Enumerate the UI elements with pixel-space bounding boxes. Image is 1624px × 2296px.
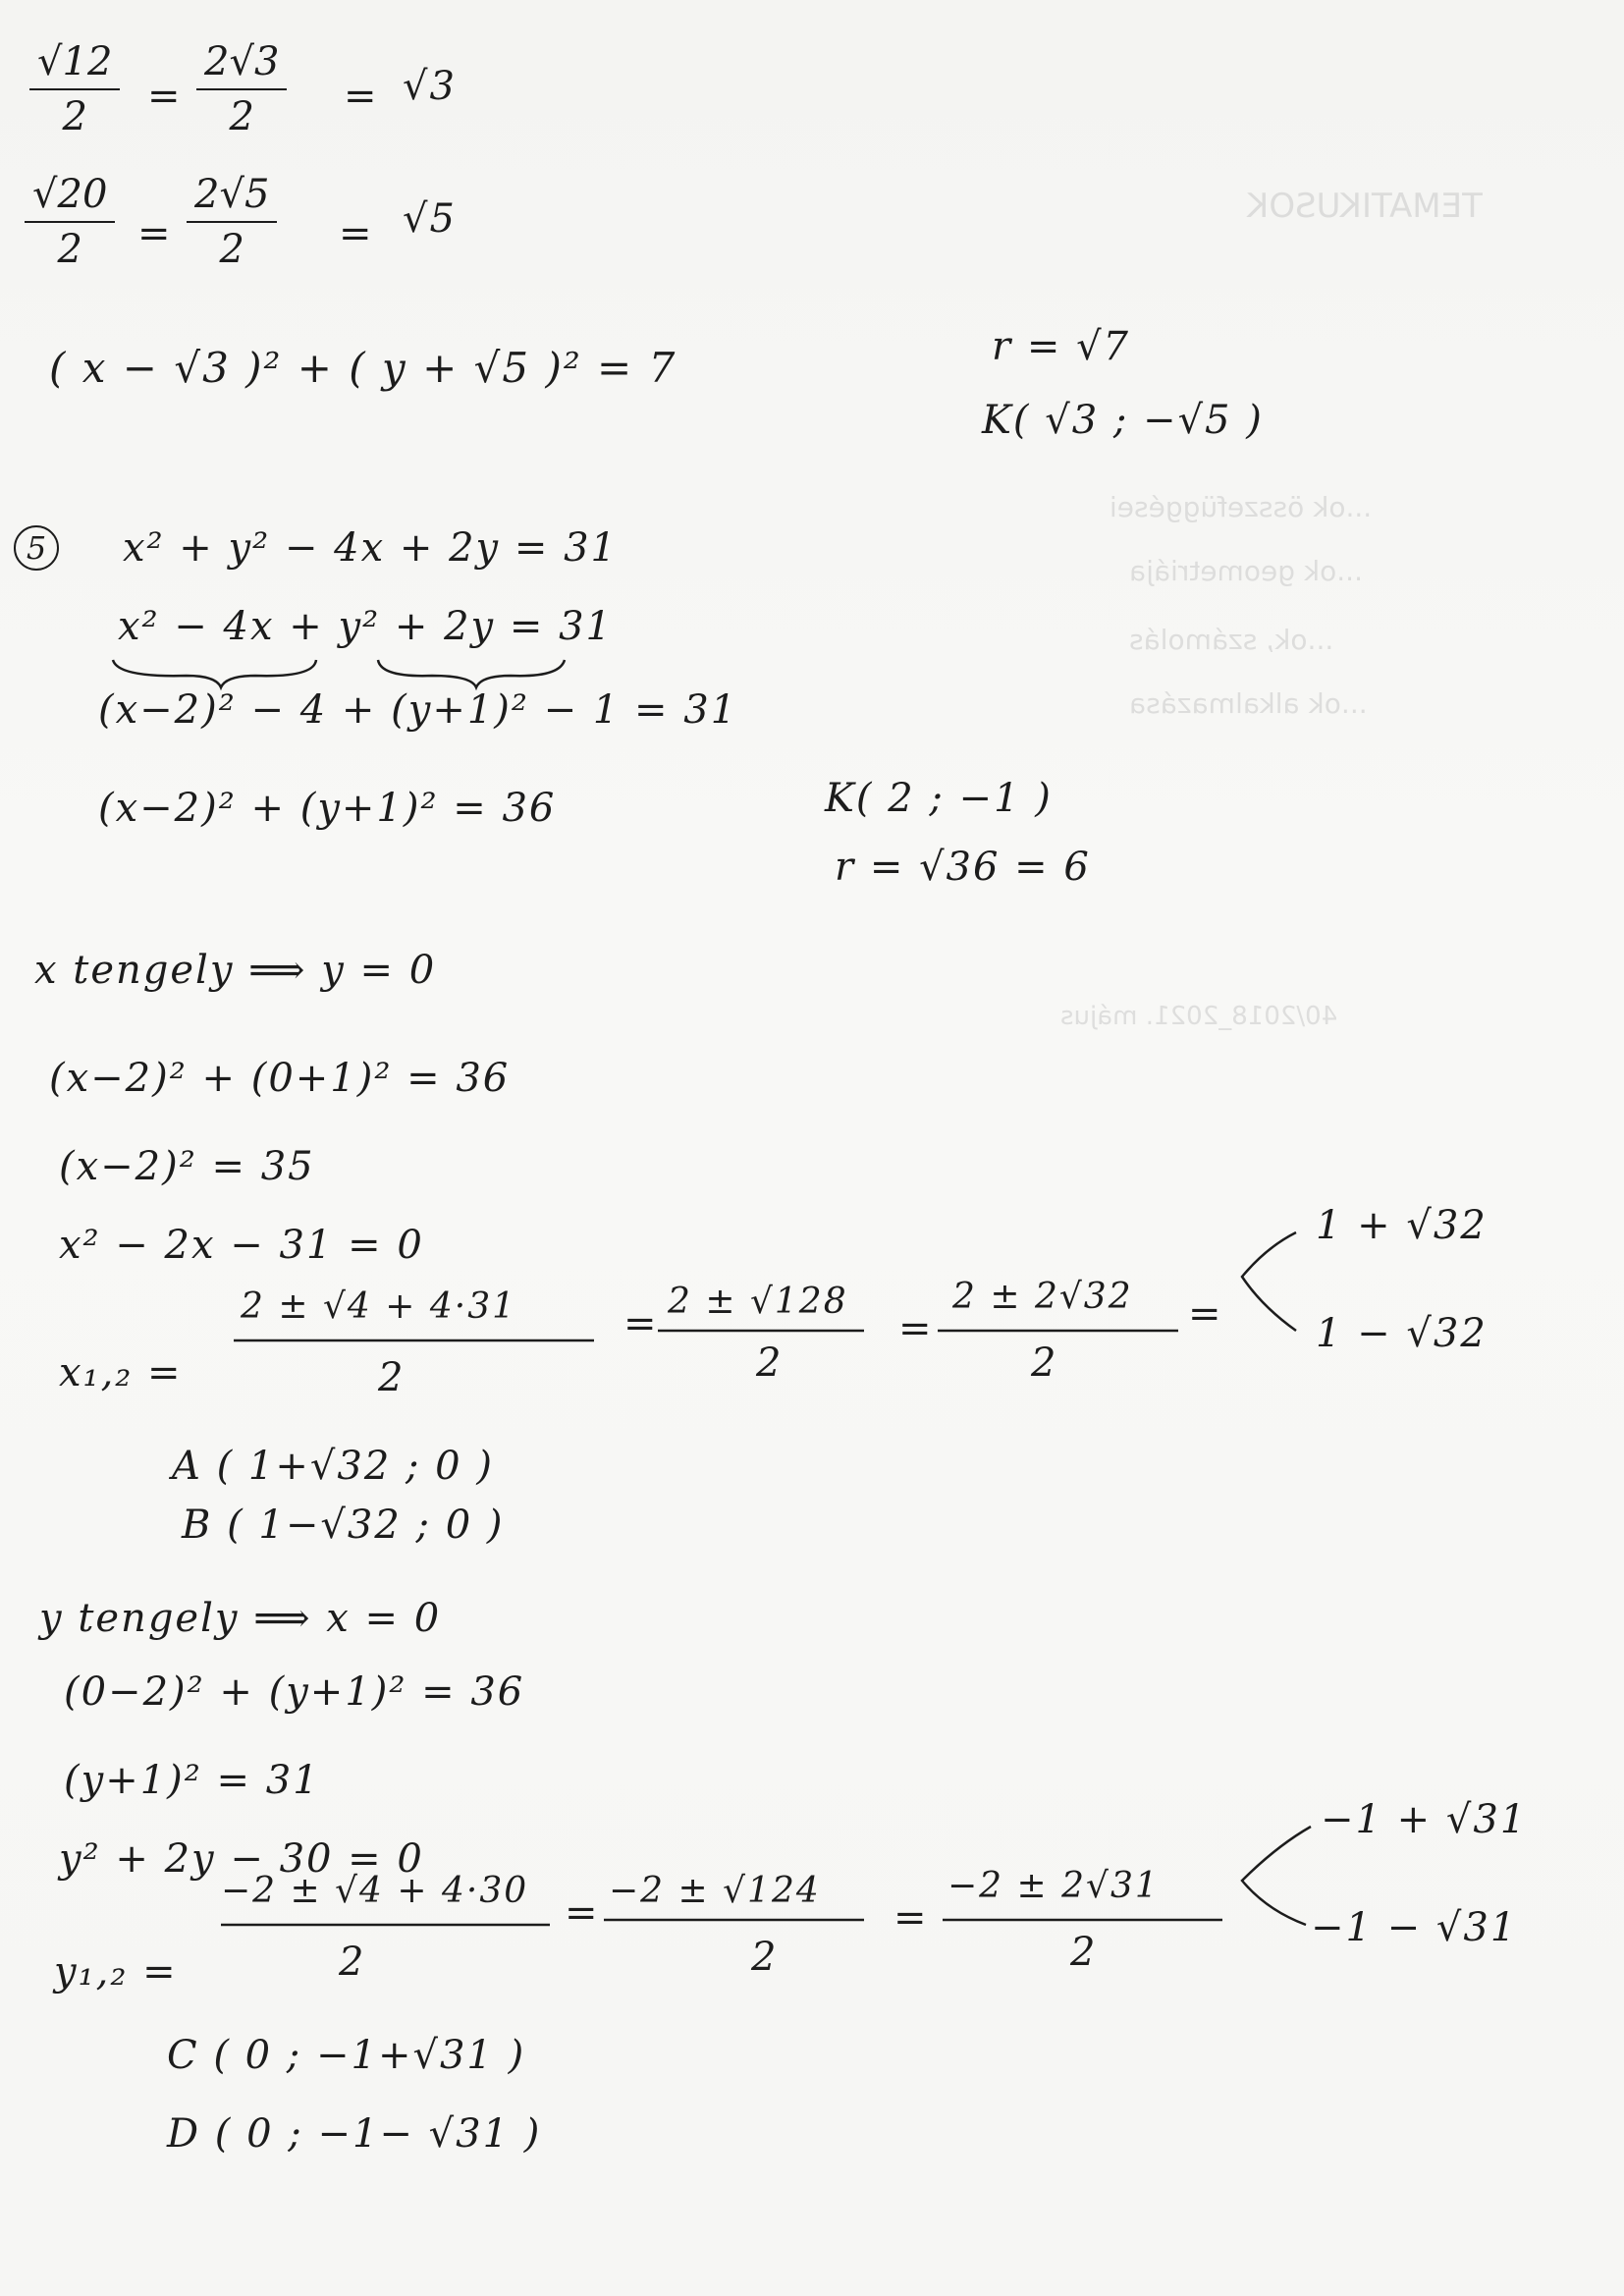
equals-sign: =: [339, 211, 372, 256]
fraction-numerator: −2 ± √124: [609, 1871, 821, 1911]
result: √3: [403, 64, 457, 109]
fraction-denominator: 2: [62, 94, 87, 139]
equals-sign: =: [344, 74, 377, 119]
equation: y² + 2y − 30 = 0: [59, 1836, 424, 1882]
bleed-line: ...ok geometriája: [1129, 555, 1363, 587]
root-plus: −1 + √31: [1321, 1797, 1528, 1842]
fraction-denominator: 2: [756, 1340, 784, 1386]
fraction-numerator: √20: [32, 172, 108, 217]
root-minus: 1 − √32: [1316, 1311, 1488, 1356]
exercise-number: 5: [14, 525, 59, 571]
fraction-denominator: 2: [1070, 1930, 1098, 1975]
center-point: K( √3 ; −√5 ): [982, 398, 1264, 443]
center-point: K( 2 ; −1 ): [825, 776, 1053, 821]
equation: (0−2)² + (y+1)² = 36: [64, 1669, 525, 1715]
brace-stroke: [378, 660, 565, 687]
fraction-denominator: 2: [751, 1935, 779, 1980]
fraction-numerator: 2√3: [204, 39, 280, 84]
bleed-line: ...ok alkalmazása: [1129, 687, 1368, 720]
fraction-denominator: 2: [229, 94, 254, 139]
equals-sign: =: [623, 1301, 657, 1346]
circle-equation: ( x − √3 )² + ( y + √5 )² = 7: [49, 344, 677, 392]
equation: x² − 2x − 31 = 0: [59, 1223, 424, 1268]
bleed-footer: 40/2018_2021. május: [1060, 1002, 1338, 1031]
point-d: D ( 0 ; −1− √31 ): [167, 2111, 542, 2157]
branch-stroke: [1242, 1827, 1311, 1925]
fraction-denominator: 2: [1031, 1340, 1058, 1386]
point-c: C ( 0 ; −1+√31 ): [167, 2033, 526, 2078]
fraction-numerator: 2 ± √128: [668, 1282, 848, 1322]
formula-label: x₁,₂ =: [59, 1350, 183, 1395]
bleed-header: TEMATIKUSOK: [1247, 187, 1483, 226]
equals-sign: =: [893, 1895, 927, 1941]
branch-stroke: [1242, 1232, 1296, 1331]
point-a: A ( 1+√32 ; 0 ): [172, 1444, 494, 1489]
section-heading: y tengely ⟹ x = 0: [39, 1596, 442, 1641]
equation: x² + y² − 4x + 2y = 31: [123, 525, 618, 571]
equation: (x−2)² − 4 + (y+1)² − 1 = 31: [98, 687, 738, 733]
equals-sign: =: [898, 1306, 932, 1351]
fraction-numerator: √12: [37, 39, 113, 84]
bleed-line: ...ok összefüggései: [1110, 491, 1373, 523]
equation: (x−2)² = 35: [59, 1144, 315, 1189]
fraction-numerator: −2 ± √4 + 4·30: [221, 1871, 529, 1911]
root-minus: −1 − √31: [1311, 1905, 1518, 1950]
bleed-line: ...ok, számolás: [1129, 624, 1334, 656]
fraction-denominator: 2: [378, 1355, 406, 1400]
fraction-numerator: −2 ± 2√31: [947, 1866, 1160, 1906]
radius: r = √36 = 6: [835, 845, 1091, 890]
fraction-numerator: 2 ± √4 + 4·31: [241, 1286, 517, 1327]
radius: r = √7: [992, 324, 1131, 369]
equation: (y+1)² = 31: [64, 1758, 320, 1803]
equation: x² − 4x + y² + 2y = 31: [118, 604, 613, 649]
fraction-numerator: 2 ± 2√32: [952, 1277, 1133, 1317]
equals-sign: =: [1188, 1291, 1221, 1337]
fraction-denominator: 2: [219, 227, 244, 272]
equals-sign: =: [147, 74, 181, 119]
brace-stroke: [113, 660, 316, 687]
section-heading: x tengely ⟹ y = 0: [34, 948, 437, 993]
point-b: B ( 1−√32 ; 0 ): [182, 1503, 505, 1548]
fraction-denominator: 2: [57, 227, 82, 272]
fraction-denominator: 2: [339, 1940, 366, 1985]
result: √5: [403, 196, 457, 242]
root-plus: 1 + √32: [1316, 1203, 1488, 1248]
equation: (x−2)² + (0+1)² = 36: [49, 1056, 511, 1101]
equals-sign: =: [565, 1890, 598, 1936]
equation: (x−2)² + (y+1)² = 36: [98, 786, 557, 831]
equals-sign: =: [137, 211, 171, 256]
fraction-numerator: 2√5: [194, 172, 270, 217]
formula-label: y₁,₂ =: [54, 1949, 178, 1995]
